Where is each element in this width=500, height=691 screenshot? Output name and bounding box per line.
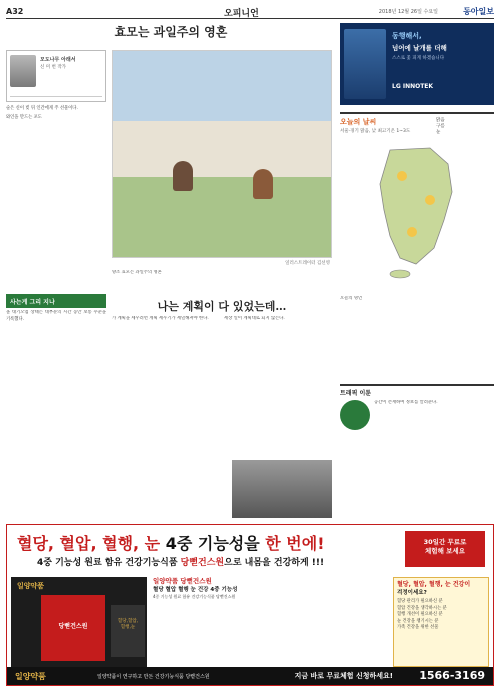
product-side-box bbox=[111, 605, 145, 657]
paragraph: 4중 기능성 원료 함유 건강기능식품 당뻗건스원 bbox=[153, 594, 236, 599]
ad-photo bbox=[344, 29, 386, 99]
ad-subheadline bbox=[37, 555, 397, 568]
weather-subtitle: 서울·경기 맑음, 낮 최고기온 1~3도 bbox=[340, 129, 411, 134]
traffic-title: 트래픽 이툰 bbox=[340, 384, 494, 398]
opinion-column-1 bbox=[6, 50, 106, 286]
footer-company: 일양약품 bbox=[15, 672, 46, 681]
checklist-item: 혈압 건강을 생각하시는 분 bbox=[397, 605, 447, 611]
headline-black: 4중 기능성을 bbox=[160, 534, 266, 553]
ad-line-2: 넘어에 날개를 더해 bbox=[392, 44, 447, 52]
ad-checklist bbox=[393, 577, 489, 667]
badge-line: 30일간 무료로 bbox=[423, 538, 467, 546]
legend-item: 구름 bbox=[436, 124, 445, 129]
paragraph: 오늘의 명언 bbox=[340, 296, 363, 301]
paragraph: 술은 신이 빚 뒤 인간에게 주 선물이다. bbox=[6, 106, 78, 111]
checklist bbox=[397, 599, 485, 632]
jeju-shape bbox=[390, 270, 410, 278]
product-box: 당뻗건스원 bbox=[41, 595, 105, 661]
section-name: 오피니언 bbox=[224, 9, 259, 19]
author-name: 모도나무 아래서 bbox=[40, 57, 76, 63]
mid-column-left bbox=[112, 316, 220, 520]
sub-post: 으로 내몸을 건강하게 !!! bbox=[224, 558, 325, 568]
footer-cta[interactable]: 지금 바로 무료체험 신청하세요! bbox=[294, 672, 393, 680]
horizon-column bbox=[6, 310, 106, 518]
column-label: 사는게 그리 지나 bbox=[6, 294, 106, 308]
opinion-title: 효모는 과일주의 영혼 bbox=[114, 25, 228, 39]
checklist-item: 혈행 개선이 필요하신 분 bbox=[397, 612, 443, 618]
sub-pre: 4중 기능성 원료 함유 건강기능식품 bbox=[37, 558, 181, 568]
paragraph: 가 계획을 세우려면 계획 세우기가 세밀해져야 한다. bbox=[112, 316, 209, 321]
opinion-illustration bbox=[112, 50, 332, 258]
illustration-ground bbox=[113, 177, 331, 257]
footer-tagline: 일양약품이 연구하고 만든 건강기능식품 당뻗건스원 bbox=[97, 674, 210, 680]
right-body-text bbox=[340, 296, 494, 382]
ad-company: 일양약품 bbox=[17, 582, 45, 590]
side-box-line: 혈당,혈압, bbox=[117, 619, 139, 624]
paragraph: 올 대기오염 상태는 대부분의 시간 동안 보통 수준을 기록했다. bbox=[6, 310, 106, 322]
newspaper-logo: 동아일보 bbox=[463, 7, 494, 16]
free-trial-badge[interactable] bbox=[405, 531, 485, 567]
opinion-text bbox=[6, 106, 106, 286]
ad-body-heading: 일양약품 당뻗건스원 bbox=[153, 577, 212, 585]
traffic-text bbox=[374, 400, 494, 480]
issue-date: 2018년 12월 26일 수요일 bbox=[378, 9, 438, 15]
headline-red: 혈당, 혈압, 혈행, 눈 bbox=[17, 534, 161, 553]
paragraph: 세상 일이 계획대로 되지 않는다. bbox=[224, 316, 285, 321]
page-number: A32 bbox=[6, 7, 24, 16]
author-role: 신 미 번 작가 bbox=[40, 65, 67, 70]
illustration-sky bbox=[113, 51, 331, 121]
ad-line-3: 스스로 꽃 피게 하겠습니다 bbox=[392, 56, 445, 61]
traffic-icon bbox=[340, 400, 370, 430]
ad-footer bbox=[7, 667, 493, 685]
sun-icon bbox=[397, 171, 407, 181]
opinion-column-2 bbox=[112, 270, 332, 292]
illustration-caption: 일러스트레이터 김선영 bbox=[285, 261, 330, 266]
health-supplement-ad[interactable] bbox=[6, 524, 494, 686]
checklist-question-2: 걱정이세요? bbox=[397, 590, 427, 596]
ad-line-1: 동행해서, bbox=[392, 32, 422, 40]
paragraph: 양조 효모는 과일주의 영혼 bbox=[112, 270, 162, 275]
ad-body bbox=[153, 577, 391, 667]
ad-brand: LG INNOTEK bbox=[392, 83, 434, 90]
illustration-figure bbox=[173, 161, 193, 191]
author-box bbox=[6, 50, 106, 102]
paragraph: 공간이 존재하여 정보를 알려준다. bbox=[374, 400, 438, 405]
divider bbox=[10, 96, 102, 97]
legend-item: 맑음 bbox=[436, 118, 445, 123]
sun-icon bbox=[425, 195, 435, 205]
sub-product: 당뻗건스원 bbox=[180, 558, 225, 568]
ad-product-image bbox=[11, 577, 147, 667]
weather-box bbox=[340, 112, 494, 292]
illustration-figure bbox=[253, 169, 273, 199]
author-photo bbox=[10, 55, 36, 87]
masthead bbox=[6, 5, 494, 19]
checklist-question: 혈당, 혈압, 혈행, 눈 건강이 bbox=[397, 581, 471, 588]
checklist-item: 가족 건강을 위한 선물 bbox=[397, 625, 439, 631]
checklist-item: 혈당 관리가 필요하신 분 bbox=[397, 599, 443, 604]
mid-column-title: 나는 계획이 다 있었는데… bbox=[157, 300, 287, 313]
ad-body-subheading: 혈당 혈압 혈행 눈 건강 4중 기능성 bbox=[153, 587, 238, 593]
side-box-line: 혈행,눈 bbox=[120, 625, 136, 630]
footer-phone[interactable]: 1566-3169 bbox=[419, 669, 485, 682]
sun-icon bbox=[407, 227, 417, 237]
badge-line: 체험해 보세요 bbox=[425, 547, 465, 555]
mid-column-right bbox=[224, 316, 332, 456]
ad-headline bbox=[17, 531, 397, 554]
legend-item: 눈 bbox=[436, 130, 441, 135]
columnist-photo bbox=[232, 460, 332, 518]
headline-end: 한 번에! bbox=[265, 534, 325, 553]
checklist-item: 눈 건강을 챙기시는 분 bbox=[397, 618, 439, 624]
weather-map bbox=[360, 140, 470, 280]
weather-title: 오늘의 날씨 bbox=[340, 118, 377, 126]
lg-innotek-ad[interactable] bbox=[340, 23, 494, 105]
weather-legend bbox=[436, 118, 445, 136]
paragraph: 와인을 만드는 포도 bbox=[6, 114, 42, 120]
korea-map-shape bbox=[380, 148, 452, 264]
